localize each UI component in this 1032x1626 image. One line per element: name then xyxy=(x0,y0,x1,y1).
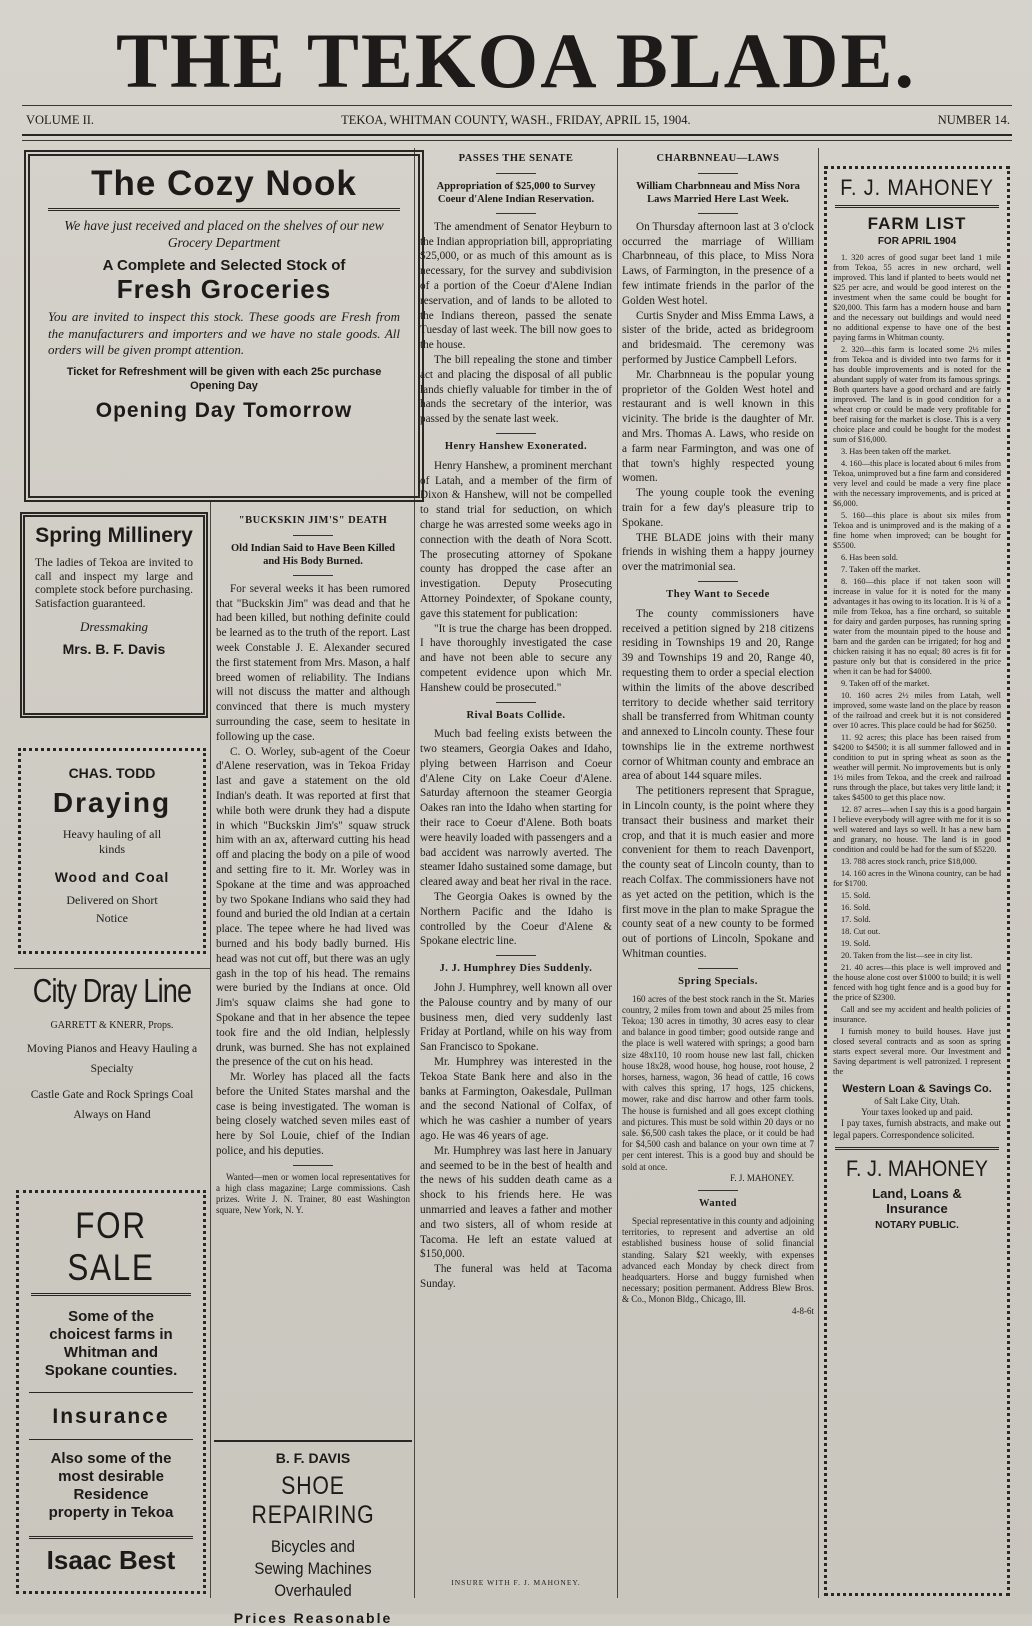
humphrey-para-2: Mr. Humphrey was interested in the Tekoa State Bank here and also in the banks at Farmington, Oakesdale, Pullman and the second National of Colfax, of which he was cashier a number of years ago. He was 46 years of age. xyxy=(420,1056,612,1143)
citydray-props: GARRETT & KNERR, Props. xyxy=(50,1020,174,1031)
column-rule-1 xyxy=(210,502,211,1598)
cozy-text-4: You are invited to inspect this stock. These goods are Fresh from the manufacturers and importers and we have no stale goods. All orders will be given prompt attention. xyxy=(48,309,400,357)
farm-list-item: I furnish money to build houses. Have just closed several contracts and as soon as spring starts expect several more. Our Investment and Saving department is well patronized. I represent the xyxy=(833,1027,1001,1076)
ad-mahoney xyxy=(824,166,1010,1596)
farm-list xyxy=(833,253,1001,1077)
column-4 xyxy=(622,150,814,1600)
laws-para-2: Curtis Snyder and Miss Emma Laws, a sister of the bride, acted as bridegroom and bridesmaid. The ceremony was performed by Justice Campbell Lefors. xyxy=(622,309,814,366)
buckskin-head: "BUCKSKIN JIM'S" DEATH xyxy=(238,515,388,526)
farm-list-item: 10. 160 acres 2½ miles from Latah, well improved, some waste land on the place by reason of the railroad and creek but it is not considered over 10 acres. This place could be had for $6250. xyxy=(833,691,1001,730)
buckskin-para-2: C. O. Worley, sub-agent of the Coeur d'Alene reservation, was in Tekoa Friday last and gave a statement on the old Indian's death. It was reported at first that while both were drunk they had a dispute in which "Buckskin Jim's" squaw struck him with an ax, afterward cutting his head off and placing the body on a pile of wood and setting fire to it. Mr. Worley was in Spokane at the time and was approached by two Spokane Indians who said they had found and buried the old Indian at a certain place. The tepee where he had lived was burned and his body badly burned. His head was not cut off, but there was an ugly gash in the top of his head. The remains were buried by the Indians at once. Old Jim's squaw claims she had gone to Spokane and that in her absence the tepee took fire and the old Indian, helplessly drunk, was burned. She has not explained the presence of the cut on his head. xyxy=(216,745,410,1069)
spring-sig: F. J. MAHONEY. xyxy=(730,1172,794,1183)
farm-list-item: 11. 92 acres; this place has been raised from $4200 to $4500; it is all summer fallowed and in condition to put in spring wheat as soon as the weather will permit. No improvements but is only 1½ miles from Tekoa, and the creek and railroad runs through the place, but takes very little land; it takes $4500 to get this place now. xyxy=(833,733,1001,802)
farm-list-item: 7. Taken off the market. xyxy=(841,565,921,574)
todd-title: Draying xyxy=(52,787,172,818)
ad-shoe-repairing xyxy=(214,1440,412,1626)
rule-under-dateline-2 xyxy=(22,140,1012,141)
humphrey-para-3: Mr. Humphrey was last here in January and seemed to be in the best of health and the news of his sudden death came as a shock to his friends here. He was unmarried and leaves a father and mother and two sisters, all of whom reside at Tacoma. He left an estate valued at $150,000. xyxy=(420,1144,612,1261)
rule-top xyxy=(22,105,1012,106)
todd-line-3: Delivered on Short Notice xyxy=(66,893,158,925)
cozy-title: The Cozy Nook xyxy=(91,164,357,203)
laws-para-5: THE BLADE joins with their many friends in wishing them a happy journey over the matrimonial sea. xyxy=(622,531,814,574)
article-buckskin xyxy=(216,512,410,1432)
senate-sub: Appropriation of $25,000 to Survey Coeur d'Alene Indian Reservation. xyxy=(436,180,596,206)
masthead: THE TEKOA BLADE. xyxy=(116,17,916,104)
laws-para-3: Mr. Charbnneau is the popular young proprietor of the Golden West hotel and restaurant and is well known in this vicinity. The bride is the daughter of Mr. and Mrs. Thomas A. Laws, who reside on a farm near Farmington, and was one of that town's highly respected young women. xyxy=(622,368,814,485)
shoe-line-1: Bicycles and Sewing Machines Overhauled xyxy=(254,1537,372,1600)
mahoney-name: F. J. MAHONEY xyxy=(840,175,994,200)
ad-city-dray-line xyxy=(14,972,210,1162)
senate-para-2: The bill repealing the stone and timber act and placing the disposal of all public lands chiefly valuable for timber in the of hands the secretary of the interior, was passed by the senate last week. xyxy=(420,353,612,426)
mahoney-name-2: F. J. MAHONEY xyxy=(846,1155,988,1181)
farm-list-item: 6. Has been sold. xyxy=(841,553,898,562)
insure-footer: INSURE WITH F. J. MAHONEY. xyxy=(451,1578,581,1587)
laws-para-1: On Thursday afternoon last at 3 o'clock occurred the marriage of William Charbnneau, of this place, to Miss Nora Laws, of Farmington, in the presence of a few intimate friends in the parlor of the Golden West hotel. xyxy=(622,220,814,307)
cozy-text-1: We have just received and placed on the shelves of our new Grocery Department xyxy=(64,218,384,250)
laws-sub: William Charbnneau and Miss Nora Laws Married Here Last Week. xyxy=(636,180,800,206)
ad-chas-todd xyxy=(18,748,206,954)
column-3 xyxy=(420,150,612,1590)
boats-para-1: Much bad feeling exists between the two steamers, Georgia Oakes and Idaho, plying between Harrison and Coeur d'Alene City on Lake Coeur d'Alene. Saturday afternoon the steamer Georgia Oakes ran into the Idaho when starting for their race to Coeur d'Alene. Both boats were heavily loaded with passengers and a bad accident was narrowly averted. The steamer Idaho sustained some damage, but cleared away and beat her rival in the race. xyxy=(420,728,612,889)
farm-list-item: 4. 160—this place is located about 6 miles from Tekoa, unimproved but a fine farm and considered very level and could be made a very fine place with the necessary improvements, and is priced at $6,000. xyxy=(833,459,1001,508)
citydray-line-2: Castle Gate and Rock Springs Coal Always on Hand xyxy=(30,1089,194,1121)
farm-list-item: 18. Cut out. xyxy=(841,927,881,936)
secede-para-2: The petitioners represent that Sprague, in Lincoln county, is the point where they transact their business and market their crop, and that it is much easier and more convenient for them to reach Davenport, the county seat of Lincoln county, than to reach Colfax. The commissioners have not as yet acted on the petition, which is the first move in the plan to make Sprague the county seat of a new county to be formed out of portions of Lincoln, Spokane and Whitman counties. xyxy=(622,785,814,961)
farm-list-item: 5. 160—this place is about six miles from Tekoa and is unimproved and is the making of a fine home when improved; can be bought for $5500. xyxy=(833,511,1001,550)
citydray-line-1: Moving Pianos and Heavy Hauling a Specialty xyxy=(26,1043,198,1075)
cozy-text-6: Opening Day Tomorrow xyxy=(95,398,353,422)
humphrey-para-4: The funeral was held at Tacoma Sunday. xyxy=(420,1263,612,1290)
wanted2-code: 4-8-6t xyxy=(792,1305,814,1316)
farm-list-item: 17. Sold. xyxy=(841,915,871,924)
todd-name: CHAS. TODD xyxy=(68,765,156,781)
senate-para-1: The amendment of Senator Heyburn to the Indian appropriation bill, appropriating $25,000, or as much of this amount as is necessary, for the survey and subdivision of a portion of the Coeur d'Alene Indian reservation, and of lands to be alloted to the Indians thereon, passed the senate Tuesday of last week. The bill now goes to the house. xyxy=(420,220,612,352)
farm-list-item: 21. 40 acres—this place is well improved and the house alone cost over $1000 to build; it is well fenced with hog tight fence and is a good buy for the price of $2300. xyxy=(833,963,1001,1002)
buckskin-sub: Old Indian Said to Have Been Killed and His Body Burned. xyxy=(231,542,395,568)
laws-para-4: The young couple took the evening train for a few day's pleasure trip to Spokane. xyxy=(622,487,814,529)
cozy-text-3: Fresh Groceries xyxy=(116,274,332,304)
secede-para-1: The county commissioners have received a petition signed by 218 citizens residing in Townships 19 and 20, Range 39 and Townships 19 and 20, Range 40, requesting them to order a special election within the limits of the above described territory to decide whether said territory shall be transferred from Whitman county and annexed to Lincoln county. These four townships lie in the extreme northwest cornor of Whitman county and embrace an area of about 144 square miles. xyxy=(622,607,814,783)
dateline xyxy=(26,113,1010,128)
mahoney-sub: FOR APRIL 1904 xyxy=(877,236,957,247)
buckskin-para-1: For several weeks it has been rumored that "Buckskin Jim" was dead and that he had been killed, but nothing definite could be learned as to the truth of the report. Last week Constable J. E. Alexander secured the first statement from Mrs. Mason, a half breed women of reliability. The Indians will not discuss the matter and although convinced that there is much mystery surrounding the case, seem to hesitate in following up the case. xyxy=(216,582,410,743)
farm-list-item: 19. Sold. xyxy=(841,939,871,948)
farm-list-item: 8. 160—this place if not taken soon will increase in value for it is noted for the many advantages it has owing to its location. It is ¾ of a mile from Tekoa, has a fine orchard, so suitable for dairy and garden purposes, has running spring water from the mountain piped to the house and barn and the garden can be irrigated; for hog and chicken raising it has no equal; 80 acres is fit for pasture only but that is considered in the price when it can be had for $4000. xyxy=(833,577,1001,676)
buckskin-para-3: Mr. Worley has placed all the facts before the United States marshal and the case is being investigated. The woman is being closely watched seven miles east of here by Sol Louie, chief of the Indian police, and his deputies. xyxy=(216,1071,410,1158)
mahoney-line-1: Land, Loans & Insurance xyxy=(872,1185,962,1216)
mahoney-abstracts: I pay taxes, furnish abstracts, and make out legal papers. Correspondence solicited. xyxy=(833,1118,1001,1140)
laws-head: CHARBNNEAU—LAWS xyxy=(656,153,780,164)
mahoney-taxes: Your taxes looked up and paid. xyxy=(861,1107,973,1118)
farm-list-item: 16. Sold. xyxy=(841,903,871,912)
forsale-line-2: Also some of the most desirable Residence property in Tekoa xyxy=(48,1450,174,1521)
hanshew-para-1: Henry Hanshew, a prominent merchant of Latah, and a member of the firm of Dixon & Hanshew, will not be compelled to stand trial for seduction, on which charge he was arrested some weeks ago in connection with the death of Nora Scott. The prosecuting attorney of Spokane county has dropped the case after an investigation. Deputy Prosecuting Attorney Poindexter, of Spokane county, gave this statement for publication: xyxy=(420,459,612,620)
todd-line-1: Heavy hauling of all kinds xyxy=(62,827,162,856)
ad-for-sale xyxy=(16,1190,206,1594)
forsale-title: FOR SALE xyxy=(67,1205,155,1288)
buckskin-wanted: Wanted—men or women local representatives for a high class magazine; Large commissions. Cash prizes. Write J. N. Trainer, 80 east Washington square, New York, N. Y. xyxy=(216,1171,410,1216)
millinery-dressmaking: Dressmaking xyxy=(79,619,149,634)
forsale-name: Isaac Best xyxy=(46,1545,176,1575)
wanted2-head: Wanted xyxy=(698,1198,737,1210)
forsale-line-1: Some of the choicest farms in Whitman and Spokane counties. xyxy=(44,1308,178,1379)
farm-list-item: 20. Taken from the list—see in city list. xyxy=(841,951,973,960)
spring-body: 160 acres of the best stock ranch in the St. Maries country, 2 miles from town and about 25 miles from Tekoa; 130 acres in timothy, 30 acres easy to clear and balance in good timber; good outside range and the place is well watered with springs; a good barn size 48x110, 10 room house new last fall, chicken house 18x28, wood house, hog house, root house, 2 horses, harness, wagon, 36 head of cattle, 16 cows with calves this spring, 17 hogs, 125 chickens, mower, rake and disc harrow and other farm tools. The house is furnished and all goes except clothing and pictures. This must be sold within 20 days or no sale. $6,500 cash takes the place, or it could be had for $4,500 cash and balance on your own time at 7 per cent interest. This is a good buy and should be sold at once. xyxy=(622,993,814,1172)
farm-list-item: Call and see my accident and health policies of insurance. xyxy=(833,1005,1001,1024)
farm-list-item: 3. Has been taken off the market. xyxy=(841,447,951,456)
spring-head: Spring Specials. xyxy=(678,975,758,987)
cozy-text-5: Ticket for Refreshment will be given with each 25c purchase Opening Day xyxy=(66,365,382,392)
millinery-title: Spring Millinery xyxy=(35,524,193,547)
place-date: TEKOA, WHITMAN COUNTY, WASH., FRIDAY, APRIL 15, 1904. xyxy=(341,113,691,127)
citydray-title: City Dray Line xyxy=(32,972,192,1009)
shoe-line-2: Prices Reasonable xyxy=(233,1610,393,1626)
wanted2-body: Special representative in this county and adjoining territories, to represent and advertise an old established business house of solid financial standing. Salary $21 weekly, with expenses advanced each Monday by check direct from headquarters. Horse and buggy furnished when necessary; position permanent. Address Blew Bros. & Co., Monon Bldg., Chicago, Ill. xyxy=(622,1215,814,1305)
mahoney-company: Western Loan & Savings Co. xyxy=(842,1083,992,1095)
mahoney-notary: NOTARY PUBLIC. xyxy=(875,1219,959,1231)
farm-list-item: 15. Sold. xyxy=(841,891,871,900)
mahoney-city: of Salt Lake City, Utah. xyxy=(874,1096,960,1106)
humphrey-para-1: John J. Humphrey, well known all over the Palouse country and by many of our business men, died very suddenly last Friday at Portland, while on his way from San Francisco to Spokane. xyxy=(420,982,612,1054)
forsale-insurance: Insurance xyxy=(52,1405,170,1428)
shoe-title: SHOE REPAIRING xyxy=(251,1472,375,1529)
shoe-name: B. F. DAVIS xyxy=(275,1450,351,1466)
column-rule-4 xyxy=(818,148,819,1598)
millinery-body: The ladies of Tekoa are invited to call and inspect my large and complete stock before purchasing. Satisfaction guaranteed. xyxy=(35,557,193,610)
senate-head: PASSES THE SENATE xyxy=(458,153,574,164)
hanshew-head: Henry Hanshew Exonerated. xyxy=(444,440,588,452)
humphrey-head: J. J. Humphrey Dies Suddenly. xyxy=(439,963,593,975)
farm-list-item: 14. 160 acres in the Winona country, can be had for $1700. xyxy=(833,869,1001,888)
farm-list-item: 1. 320 acres of good sugar beet land 1 mile from Tekoa, 55 acres in new orchard, well improved. This land if planted to beets would net $25 per acre, and would be good interest on the investment when the same could be bought for $20,000. This farm has a modern house and barn and the necessary out buildings and would need no additional expense to have one of the best paying farms in Whitman county. xyxy=(833,253,1001,342)
farm-list-item: 2. 320—this farm is located some 2½ miles from Tekoa and is divided into two farms for it has double improvements and is noted for the abundant supply of water from its famous springs. Both quarters have a good orchard and are fairly improved. The land is in good condition for a wheat crop or could be made very profitable for beef raising for the market is close. This is a very choice place and could be bought for the modest sum of $16,000. xyxy=(833,345,1001,444)
boats-head: Rival Boats Collide. xyxy=(466,709,566,721)
boats-para-2: The Georgia Oakes is owned by the Northern Pacific and the Idaho is controlled by the Coeur d'Alene & Spokane electric line. xyxy=(420,891,612,948)
issue-number: NUMBER 14. xyxy=(937,113,1010,127)
todd-line-2: Wood and Coal xyxy=(54,869,170,885)
farm-list-item: 12. 87 acres—when I say this is a good bargain I believe everybody will agree with me for it is so well watered and lays so well. It has a new barn and granary, no house. The land is in good condition and could be had for the sum of $5220. xyxy=(833,805,1001,854)
mahoney-title: FARM LIST xyxy=(867,214,967,233)
ad-cozy-nook xyxy=(24,150,424,502)
rule-under-dateline xyxy=(22,134,1012,136)
column-rule-3 xyxy=(617,148,618,1598)
hanshew-para-2: "It is true the charge has been dropped. I have thoroughly investigated the case and have not been able to secure any competent evidence upon which Mr. Hanshew could be prosecuted." xyxy=(420,622,612,694)
ad-spring-millinery xyxy=(20,512,208,718)
cozy-text-2: A Complete and Selected Stock of xyxy=(102,257,346,274)
farm-list-item: 13. 788 acres stock ranch, price $18,000. xyxy=(841,857,977,866)
farm-list-item: 9. Taken off of the market. xyxy=(841,679,930,688)
volume: VOLUME II. xyxy=(26,113,95,127)
millinery-name: Mrs. B. F. Davis xyxy=(62,641,166,657)
rule-citydray-top xyxy=(14,968,210,969)
secede-head: They Want to Secede xyxy=(666,588,770,600)
